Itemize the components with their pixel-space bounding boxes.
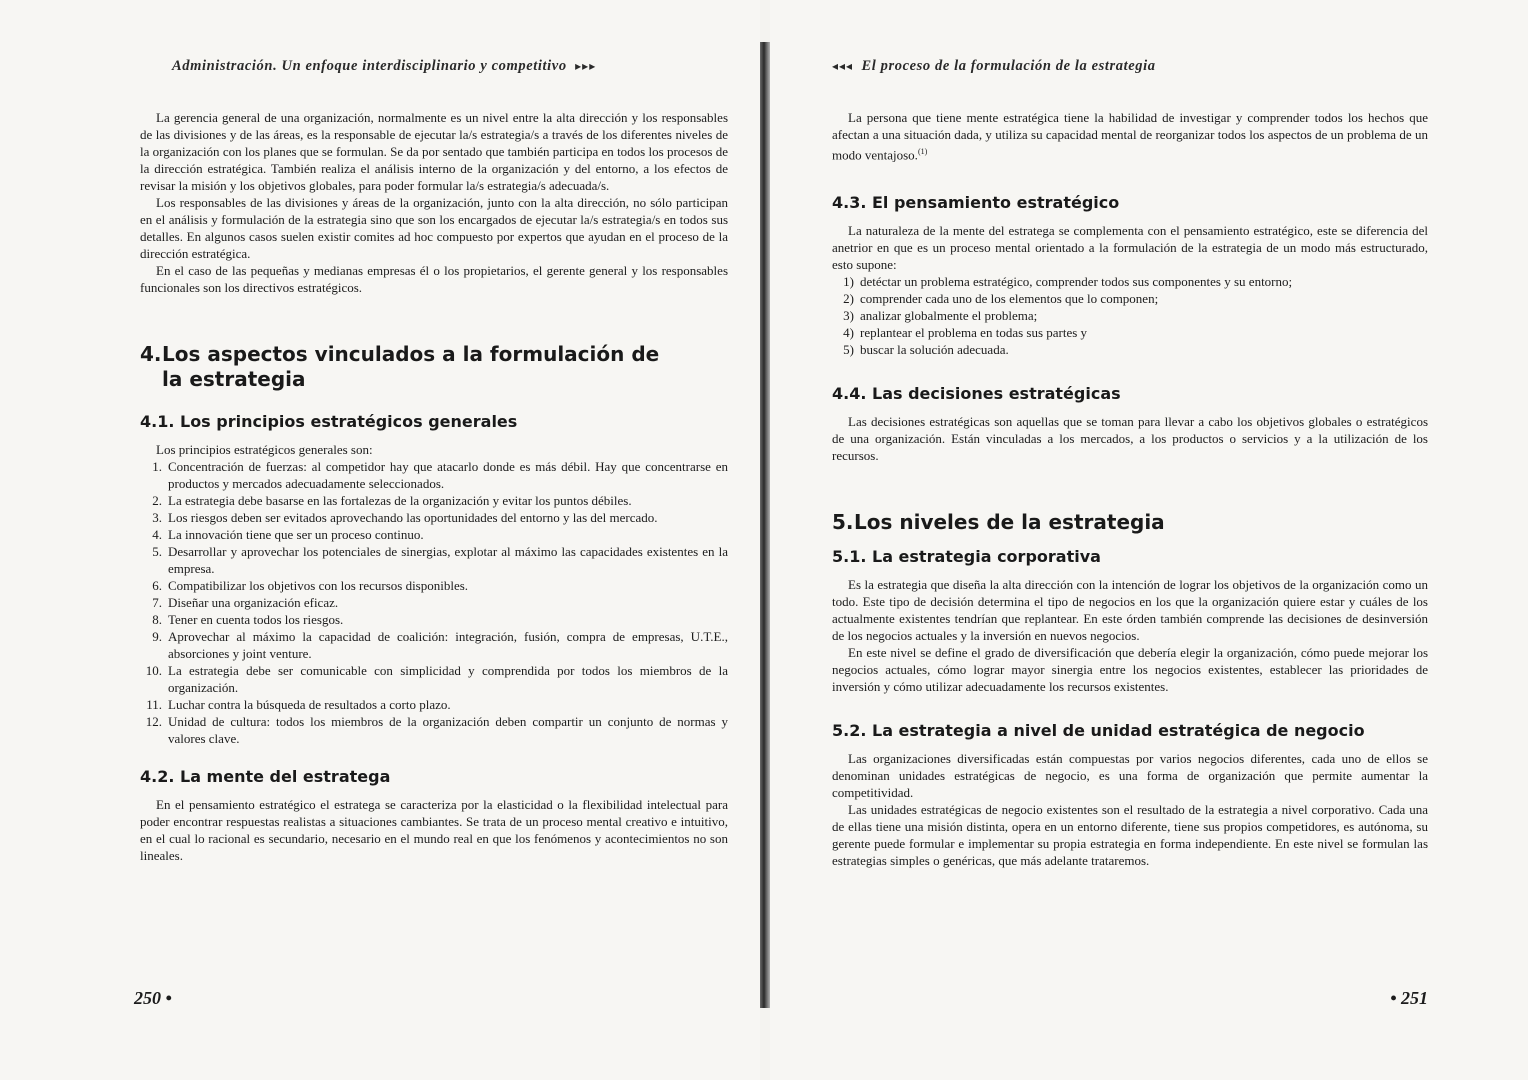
list-item: 7. Diseñar una organización eficaz.	[152, 595, 339, 610]
chapter-heading-5	[832, 510, 1428, 535]
paragraph: Las organizaciones diversificadas están compuestas por varios negocios diferentes, cada uno de ellos se denominan unidades estratégicas de negocio, es una forma de organización que permite aumentar la competitividad.	[832, 751, 1428, 801]
paragraph: En el caso de las pequeñas y medianas empresas él o los propietarios, el gerente general y los responsables funcionales son los directivos estratégicos.	[140, 263, 728, 295]
paragraph: Los responsables de las divisiones y áreas de la organización, junto con la alta dirección, no sólo participan en el análisis y formulación de la estrategia sino que son los encargados de ejecutar la/s estrategia/s en todos sus detalles. En algunos casos suelen existir comites ad hoc compuesto por expertos que ayudan en el proceso de la dirección estratégica.	[140, 195, 728, 261]
chapter-heading-4	[140, 342, 728, 392]
list-intro: Los principios estratégicos generales son:	[156, 442, 373, 457]
book-spine	[760, 42, 770, 1008]
list-item: 1) detéctar un problema estratégico, comprender todos sus componentes y su entorno;	[843, 274, 1293, 290]
paragraph: En el pensamiento estratégico el estratega se caracteriza por la elasticidad o la flexibilidad intelectual para poder encontrar respuestas realistas a situaciones cambiantes. Se trata de un proceso mental creativo e intuitivo, en el cual lo racional es secundario, necesario en el mundo real en que los fenómenos y acontecimientos no son lineales.	[140, 797, 728, 863]
left-running-head	[140, 58, 728, 75]
list-item: 2. La estrategia debe basarse en las fortalezas de la organización y evitar los puntos débiles.	[152, 493, 632, 508]
list-item: 4. La innovación tiene que ser un proceso continuo.	[152, 527, 424, 542]
chapter-number: 5.	[832, 510, 854, 535]
thinking-steps-list	[832, 273, 1428, 358]
list-item: 1. Concentración de fuerzas: al competidor hay que atacarlo donde es más débil. Hay que concentrarse en productos y mercados adecuadamente seleccionados.	[152, 459, 728, 491]
list-item: 5. Desarrollar y aprovechar los potenciales de sinergias, explotar al máximo las capacidades existentes en la empresa.	[152, 544, 728, 576]
paragraph: Las unidades estratégicas de negocio existentes son el resultado de la estrategia a nivel corporativo. Cada una de ellas tiene una misión distinta, opera en un entorno diferente, tiene sus propios competidores, es autónoma, su gerente puede formular e implementar su propia estrategia en forma independiente. En este nivel se formulan las estrategias simples o genéricas, que más adelante trataremos.	[832, 802, 1428, 869]
principles-list	[140, 458, 728, 747]
list-item: 4) replantear el problema en todas sus partes y	[843, 325, 1088, 341]
list-item: 2) comprender cada uno de los elementos que lo componen;	[843, 291, 1159, 307]
right-running-head	[832, 58, 1428, 75]
list-item: 3. Los riesgos deben ser evitados aprovechando las oportunidades del entorno y las del mercado.	[152, 510, 658, 525]
section-heading-5-2: 5.2. La estrategia a nivel de unidad estratégica de negocio	[832, 721, 1365, 741]
right-page	[770, 0, 1528, 1080]
paragraph: En este nivel se define el grado de diversificación que debería elegir la organización, cómo puede mejorar los negocios actuales, cómo lograr mayor sinergia entre los negocios existentes, establecer las prioridades de inversión y cómo utilizar adecuadamente los recursos existentes.	[832, 645, 1428, 695]
section-heading-4-3: 4.3. El pensamiento estratégico	[832, 193, 1120, 213]
section-heading-5-1: 5.1. La estrategia corporativa	[832, 547, 1101, 567]
list-item: 5) buscar la solución adecuada.	[843, 342, 1009, 358]
list-item: 12. Unidad de cultura: todos los miembros de la organización deben compartir un conjunto de normas y valores clave.	[145, 714, 728, 746]
paragraph: La gerencia general de una organización, normalmente es un nivel entre la alta dirección y los responsables de las divisiones y de las áreas, es la responsable de ejecutar la/s estrategia/s a través de los diferentes niveles de la organización con los planes que se formulan. Se da por sentado que también participa en todos los procesos de la dirección estratégica. También realiza el análisis interno de la organización y del entorno, a los efectos de revisar la misión y los objetivos globales, para poder formular la/s estrategia/s adecuada/s.	[140, 110, 728, 193]
section-heading-4-2: 4.2. La mente del estratega	[140, 767, 391, 786]
arrow-right-icons: ▸▸▸	[575, 59, 597, 73]
paragraph: Es la estrategia que diseña la alta dirección con la intención de lograr los objetivos de la organización como un todo. Este tipo de decisión determina el tipo de negocios en los que la organización quiere estar y cuáles de los actualmente existentes tendrían que replantear. En este órden también comprende las decisiones de desinversión de los negocios actuales y la inversión en nuevos negocios.	[832, 577, 1428, 644]
list-item: 11. Luchar contra la búsqueda de resultados a corto plazo.	[146, 697, 451, 712]
left-running-head-text: Administración. Un enfoque interdisciplinario y competitivo	[172, 58, 567, 74]
list-item: 3) analizar globalmente el problema;	[843, 308, 1038, 324]
paragraph: La persona que tiene mente estratégica tiene la habilidad de investigar y comprender todos los hechos que afectan a una situación dada, y utiliza su capacidad mental de reorganizar todos los aspectos de un problema de un modo ventajoso.$^{(1)}$	[832, 110, 1428, 163]
list-item: 8. Tener en cuenta todos los riesgos.	[152, 612, 344, 627]
page-number: • 251	[1390, 988, 1428, 1008]
page-number: 250 •	[134, 988, 172, 1008]
list-item: 6. Compatibilizar los objetivos con los recursos disponibles.	[152, 578, 469, 593]
list-item: 10. La estrategia debe ser comunicable con simplicidad y comprendida por todos los miembros de la organización.	[145, 663, 728, 695]
left-page	[0, 0, 760, 1080]
chapter-title: Los aspectos vinculados a la formulación de la estrategia	[162, 342, 660, 391]
paragraph: La naturaleza de la mente del estratega se complementa con el pensamiento estratégico, este se diferencia del anetrior en que es un proceso mental orientado a la formulación de la estrategia de un modo más estructurado, esto supone:	[832, 223, 1428, 273]
section-heading-4-4: 4.4. Las decisiones estratégicas	[832, 384, 1121, 404]
chapter-number: 4.	[140, 342, 162, 366]
right-running-head-text: El proceso de la formulación de la estrategia	[861, 58, 1156, 74]
footnote-mark: (1)	[917, 147, 928, 156]
section-heading-4-1: 4.1. Los principios estratégicos generales	[140, 412, 518, 431]
paragraph: Las decisiones estratégicas son aquellas que se toman para llevar a cabo los objetivos globales o estratégicos de una organización. Están vinculadas a los mercados, a los productos o servicios y a la utilización de los recursos.	[832, 414, 1428, 464]
chapter-title: Los niveles de la estrategia	[854, 510, 1165, 535]
list-item: 9. Aprovechar al máximo la capacidad de coalición: integración, fusión, compra de empresas, U.T.E., absorciones y joint venture.	[152, 629, 728, 661]
arrow-left-icons: ◂◂◂	[832, 59, 854, 73]
